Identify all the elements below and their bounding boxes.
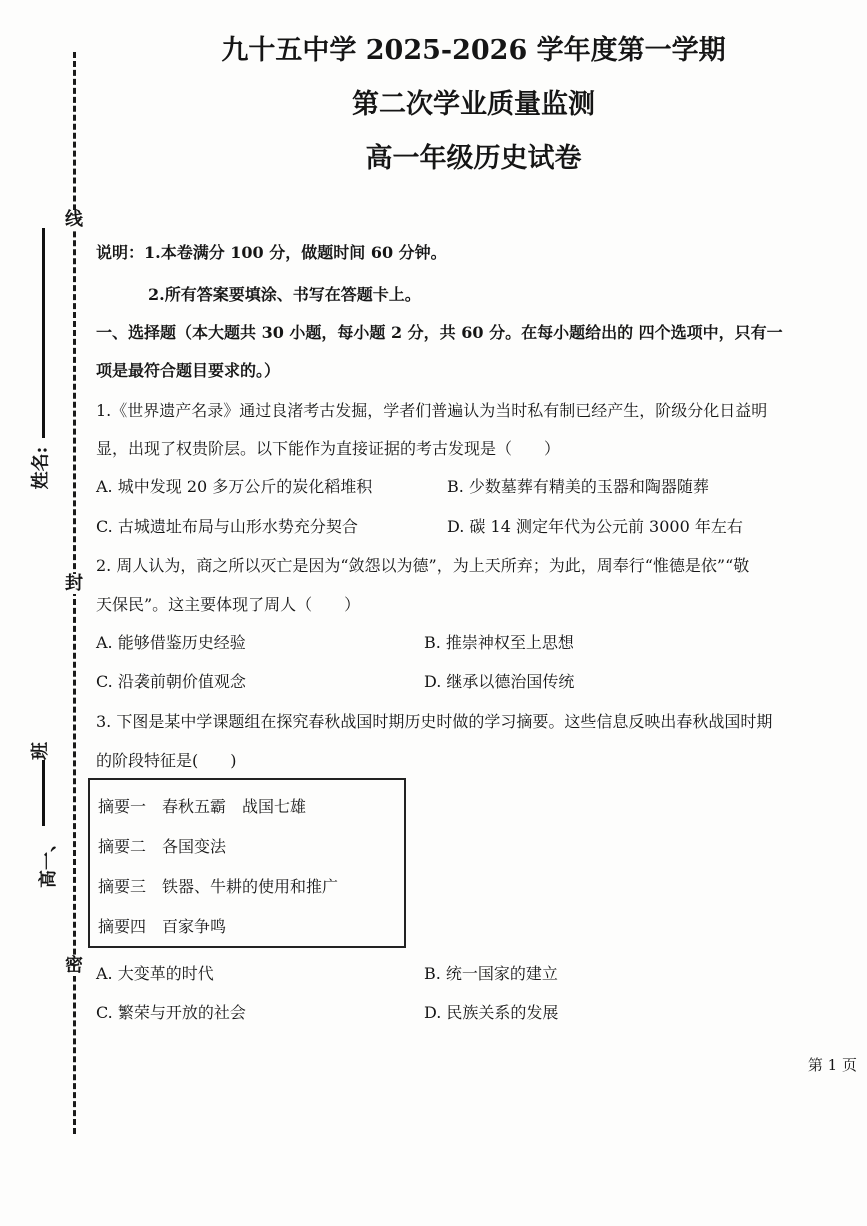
summary-item-1: 摘要一 春秋五霸 战国七雄 (98, 797, 307, 816)
question-1-option-a: A. 城中发现 20 多万公斤的炭化稻堆积 (96, 477, 373, 496)
section-heading-line2: 项是最符合题目要求的。） (96, 361, 281, 380)
question-2-stem-line2: 天保民”。这主要体现了周人（ ） (96, 595, 361, 614)
name-label: 姓名: (30, 446, 52, 490)
summary-item-4: 摘要四 百家争鸣 (98, 917, 227, 936)
exam-title-line2: 第二次学业质量监测 (352, 89, 595, 120)
question-1-stem-line1: 1.《世界遗产名录》通过良渚考古发掘，学者们普遍认为当时私有制已经产生，阶级分化日益明 (96, 401, 768, 420)
exam-title-line1: 九十五中学 2025-2026 学年度第一学期 (221, 35, 726, 66)
summary-item-3: 摘要三 铁器、牛耕的使用和推广 (98, 877, 339, 896)
summary-item-2: 摘要二 各国变法 (98, 837, 227, 856)
question-2-option-b: B. 推崇神权至上思想 (424, 633, 574, 652)
question-1-option-c: C. 古城遗址布局与山形水势充分契合 (96, 517, 358, 536)
margin-mark-seal: 封 (62, 574, 86, 594)
section-heading-line1: 一、选择题（本大题共 30 小题，每小题 2 分，共 60 分。在每小题给出的 四个选项中，只有一 (96, 323, 783, 342)
question-2-stem-line1: 2. 周人认为，商之所以灭亡是因为“敛怨以为德”，为上天所弃；为此，周奉行“惟德是依”“敬 (96, 556, 750, 575)
class-suffix: 班 (30, 742, 51, 760)
margin-mark-line: 线 (62, 210, 86, 230)
instruction-line2: 2.所有答案要填涂、书写在答题卡上。 (148, 285, 421, 304)
summary-box (88, 778, 406, 948)
page-number: 第 1 页 (807, 1056, 857, 1074)
name-blank-line (42, 228, 45, 438)
class-label: 高一、 (38, 834, 59, 888)
class-blank-line (42, 760, 45, 826)
instruction-line1: 说明：1.本卷满分 100 分，做题时间 60 分钟。 (96, 243, 447, 262)
question-1-option-d: D. 碳 14 测定年代为公元前 3000 年左右 (447, 517, 743, 536)
question-1-stem-line2: 显，出现了权贵阶层。以下能作为直接证据的考古发现是（ ） (96, 439, 561, 458)
question-3-option-c: C. 繁荣与开放的社会 (96, 1003, 246, 1022)
question-3-stem-line2: 的阶段特征是( ) (96, 751, 237, 770)
margin-mark-secret: 密 (62, 956, 86, 976)
exam-title-line3: 高一年级历史试卷 (365, 143, 582, 174)
question-3-stem-line1: 3. 下图是某中学课题组在探究春秋战国时期历史时做的学习摘要。这些信息反映出春秋战国时期 (96, 712, 773, 731)
question-2-option-c: C. 沿袭前朝价值观念 (96, 672, 246, 691)
question-3-option-b: B. 统一国家的建立 (424, 964, 558, 983)
question-2-option-a: A. 能够借鉴历史经验 (96, 633, 246, 652)
question-2-option-d: D. 继承以德治国传统 (424, 672, 575, 691)
question-3-option-a: A. 大变革的时代 (96, 964, 214, 983)
question-1-option-b: B. 少数墓葬有精美的玉器和陶器随葬 (447, 477, 709, 496)
question-3-option-d: D. 民族关系的发展 (424, 1003, 559, 1022)
